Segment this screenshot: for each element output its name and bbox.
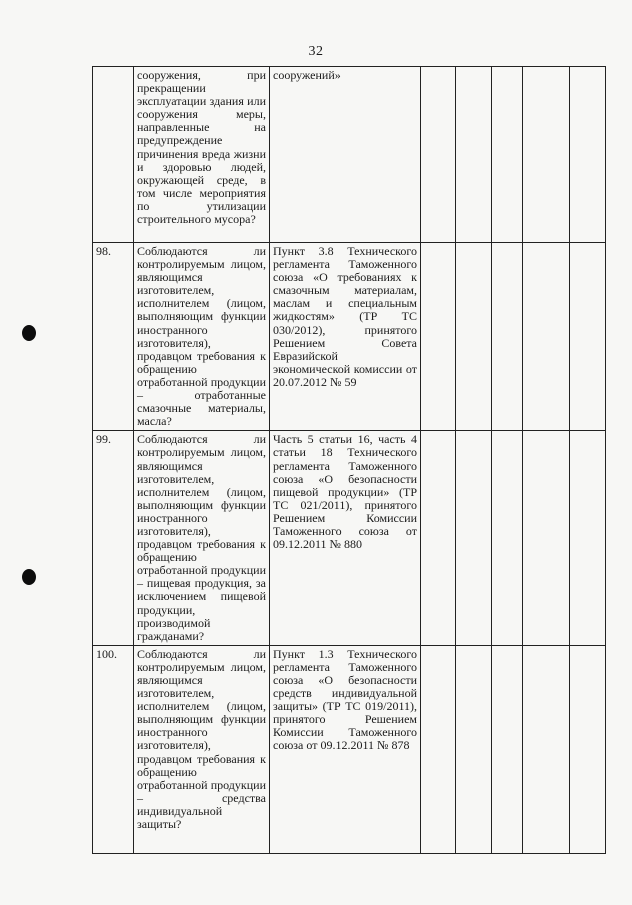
question-cell: Соблюдаются ли контролируемым лицом, являющимся изготовителем, исполнителем (лицом, выполняющим функции иностранного изготовителя), продавцом требования к обращению отработанной продукции – средства индивидуальной защиты?	[134, 645, 270, 853]
answer-na-cell	[492, 67, 523, 243]
answer-no-cell	[456, 645, 492, 853]
question-cell: Соблюдаются ли контролируемым лицом, являющимся изготовителем, исполнителем (лицом, выполняющим функции иностранного изготовителя), продавцом требования к обращению отработанной продукции – пищевая продукция, за исключением пищевой продукции, производимой гражданами?	[134, 431, 270, 646]
answer-yes-cell	[421, 431, 456, 646]
table-row	[93, 243, 606, 431]
extra-cell	[570, 67, 606, 243]
answer-no-cell	[456, 67, 492, 243]
row-number: 98.	[93, 243, 134, 431]
comment-cell	[523, 67, 570, 243]
answer-na-cell	[492, 243, 523, 431]
comment-cell	[523, 645, 570, 853]
table-row	[93, 431, 606, 646]
question-cell: сооружения, при прекращении эксплуатации здания или сооружения меры, направленные на предупреждение причинения вреда жизни и здоровью людей, окружающей среде, в том числе мероприятия по утилизации строительного мусора?	[134, 67, 270, 243]
extra-cell	[570, 243, 606, 431]
page-number: 32	[308, 44, 324, 59]
legal-reference-cell: Часть 5 статьи 16, часть 4 статьи 18 Технического регламента Таможенного союза «О безопасности пищевой продукции» (ТР ТС 021/2011), принятого Решением Комиссии Таможенного союза от 09.12.2011 № 880	[270, 431, 421, 646]
question-cell: Соблюдаются ли контролируемым лицом, являющимся изготовителем, исполнителем (лицом, выполняющим функции иностранного изготовителя), продавцом требования к обращению отработанной продукции – отработанные смазочные материалы, масла?	[134, 243, 270, 431]
table-row	[93, 67, 606, 243]
legal-reference-cell: Пункт 1.3 Технического регламента Таможенного союза «О безопасности средств индивидуальной защиты» (ТР ТС 019/2011), принятого Решением Комиссии Таможенного союза от 09.12.2011 № 878	[270, 645, 421, 853]
table-row	[93, 645, 606, 853]
checklist-table	[92, 66, 606, 854]
row-number: 99.	[93, 431, 134, 646]
binder-hole-mark	[22, 569, 36, 585]
answer-na-cell	[492, 431, 523, 646]
answer-yes-cell	[421, 645, 456, 853]
legal-reference-cell: Пункт 3.8 Технического регламента Таможенного союза «О требованиях к смазочным материалам, маслам и специальным жидкостям» (ТР ТС 030/2012), принятого Решением Совета Евразийской экономической комиссии от 20.07.2012 № 59	[270, 243, 421, 431]
answer-no-cell	[456, 243, 492, 431]
row-number	[93, 67, 134, 243]
legal-reference-cell: сооружений»	[270, 67, 421, 243]
answer-na-cell	[492, 645, 523, 853]
comment-cell	[523, 243, 570, 431]
extra-cell	[570, 645, 606, 853]
answer-no-cell	[456, 431, 492, 646]
extra-cell	[570, 431, 606, 646]
binder-hole-mark	[22, 325, 36, 341]
comment-cell	[523, 431, 570, 646]
answer-yes-cell	[421, 67, 456, 243]
answer-yes-cell	[421, 243, 456, 431]
row-number: 100.	[93, 645, 134, 853]
